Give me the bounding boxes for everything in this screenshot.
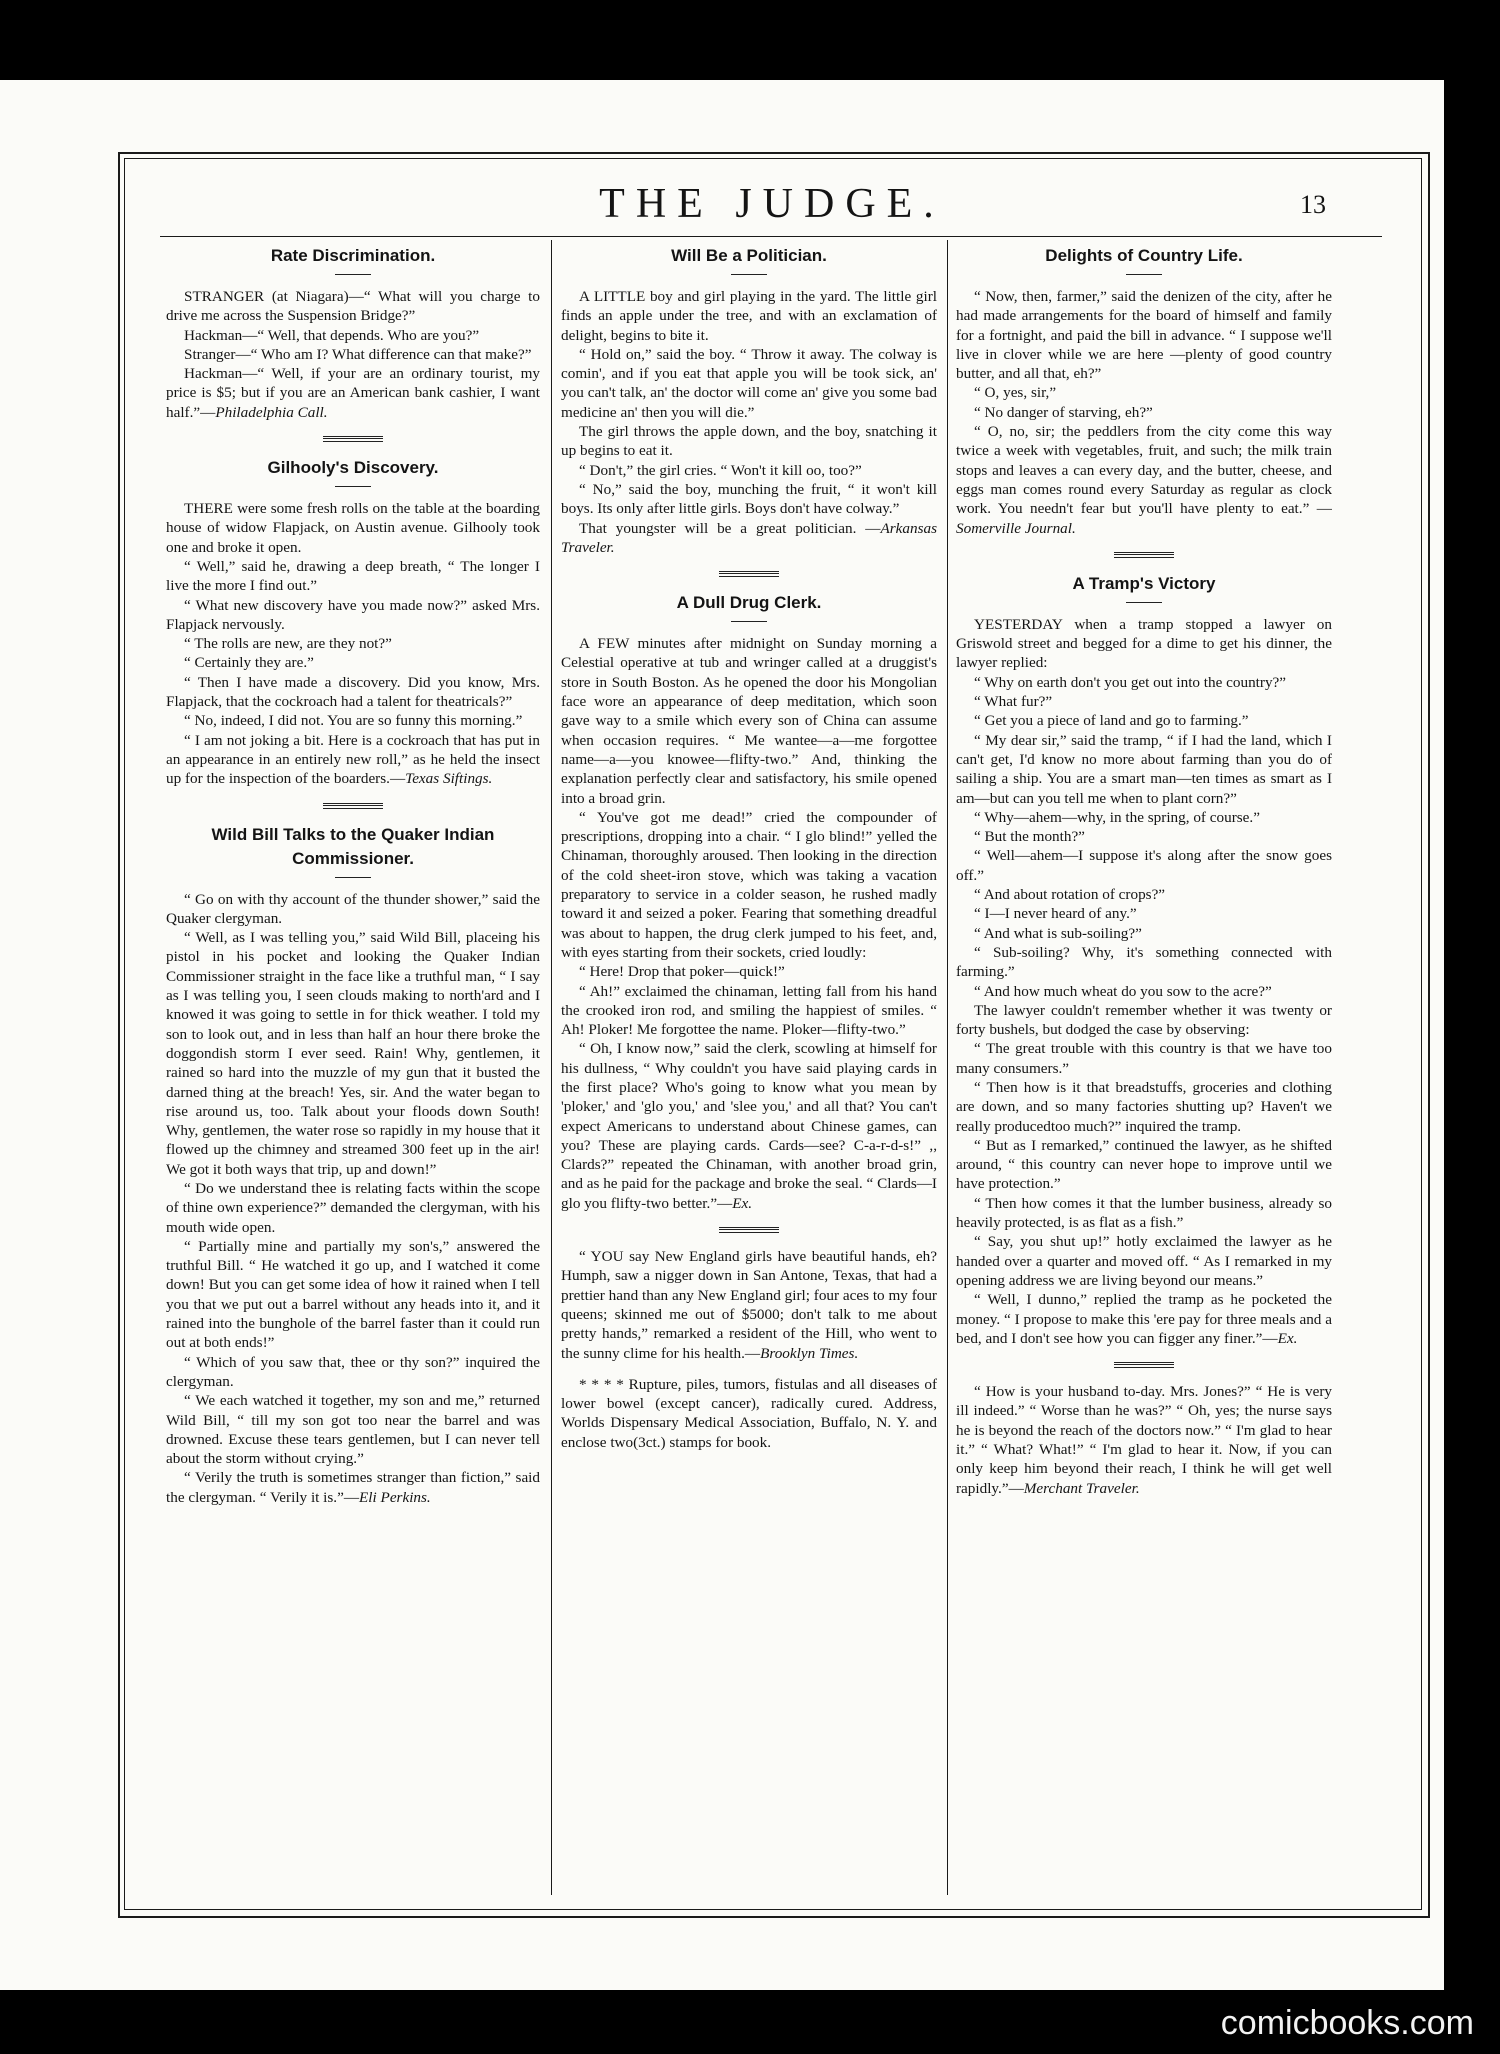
paragraph: A FEW minutes after midnight on Sunday morning a Celestial operative at tub and wringer called at a druggist's store in South Boston. As he opened the door his Mongolian face wore an appearance of deep meditation, which soon gave way to a smile which every son of China can assume when occasion requires. “ Me wantee—a—me forgottee name—a—you knowee—flifty-two.” And, thinking the explanation perfectly clear and satisfactory, his smile opened into a broad grin. (561, 635, 937, 807)
paragraph: “ No danger of starving, eh?” (974, 403, 1153, 421)
title-rule (335, 486, 371, 487)
paragraph: “ And about rotation of crops?” (974, 886, 1166, 904)
paragraph: Hackman—“ Well, that depends. Who are you?” (184, 326, 480, 344)
column-divider (551, 240, 552, 1895)
column-divider (947, 240, 948, 1895)
column-1 (166, 244, 540, 1894)
paragraph: “ YOU say New England girls have beautiful hands, eh? Humph, saw a nigger down in San Antone, Texas, that had a prettier hand than any New England girl; four aces to my four queens; skinned me out of $5000; don't talk to me about pretty hands,” remarked a resident of the Hill, who went to the sunny clime for his health.—Brooklyn Times. (561, 1248, 937, 1362)
article-credit: Philadelphia Call. (215, 403, 328, 421)
title-rule (731, 274, 767, 275)
paragraph: “ No,” said the boy, munching the fruit, “ it won't kill boys. Its only after little girls. Boys don't have colway.” (561, 480, 937, 518)
article-credit: Brooklyn Times. (760, 1344, 859, 1362)
article-separator (1114, 552, 1174, 558)
article-credit: Eli Perkins. (359, 1488, 431, 1506)
paragraph: “ I am not joking a bit. Here is a cockroach that has put in an appearance in an entirely new roll,” as he held the insect up for the inspection of the boarders.—Texas Siftings. (166, 731, 540, 788)
paragraph: YESTERDAY when a tramp stopped a lawyer on Griswold street and begged for a dime to get his dinner, the lawyer replied: (956, 615, 1332, 672)
paragraph: “ Then how is it that breadstuffs, groceries and clothing are down, and so many factories shutting up? Haven't we really producedtoo much?” inquired the tramp. (956, 1078, 1332, 1135)
watermark: comicbooks.com (1220, 2004, 1474, 2042)
article-title: Wild Bill Talks to the Quaker Indian Commissioner. (211, 824, 495, 868)
paragraph: “ Go on with thy account of the thunder shower,” said the Quaker clergyman. (166, 890, 540, 927)
title-rule (1126, 274, 1162, 275)
article-credit: Arkansas Traveler. (561, 519, 937, 556)
article (956, 572, 1332, 1348)
paragraph: “ O, yes, sir,” (974, 384, 1057, 402)
paragraph: A LITTLE boy and girl playing in the yard. The little girl finds an apple under the tree, and with an exclamation of delight, begins to bite it. (561, 288, 937, 344)
paragraph: “ Certainly they are.” (184, 654, 314, 672)
article-credit: Somerville Journal. (956, 519, 1076, 537)
paragraph: “ Don't,” the girl cries. “ Won't it kill oo, too?” (579, 461, 862, 479)
paragraph: “ Which of you saw that, thee or thy son?” inquired the clergyman. (166, 1353, 540, 1390)
advertisement: * * * * Rupture, piles, tumors, fistulas and all diseases of lower bowel (except cancer), radically cured. Address, Worlds Dispensary Medical Association, Buffalo, N. Y. and enclose two(3ct.) stamps for book. (561, 1375, 937, 1451)
paragraph: “ Hold on,” said the boy. “ Throw it away. The colway is comin', and if you eat that apple you will be took sick, an' you can't talk, an' the doctor will come an' give you some bad medicine an' then you will die.” (561, 345, 937, 421)
paragraph: “ Why—ahem—why, in the spring, of course.” (974, 808, 1260, 826)
article-title: A Tramp's Victory (1072, 573, 1216, 593)
article-separator (719, 1227, 779, 1233)
article-title: Delights of Country Life. (1045, 246, 1243, 265)
paragraph: “ You've got me dead!” cried the compounder of prescriptions, dropping into a chair. “ I glo blind!” yelled the Chinaman, thoroughly aroused. Then looking in the direction of the cold sheet-iron stove, which was taking a vacation preparatory to service in a colder season, he rushed madly toward it and seized a poker. Fearing that something dreadful was about to happen, the drug clerk jumped to his feet, and, with eyes starting from their sockets, cried loudly: (561, 808, 937, 961)
paragraph: “ Ah!” exclaimed the chinaman, letting fall from his hand the crooked iron rod, and smiling the happiest of smiles. “ Ah! Ploker! Me forgottee the name. Ploker—flifty-two.” (561, 982, 937, 1039)
paragraph: “ Now, then, farmer,” said the denizen of the city, after he had made arrangements for the board of himself and family for a fortnight, and paid the bill in advance. “ I suppose we'll live in clover while we are here —plenty of good country butter, and all that, eh?” (956, 288, 1332, 383)
paragraph: “ Then how comes it that the lumber business, already so heavily protected, is as flat as a fish.” (956, 1194, 1332, 1232)
paragraph: “ The great trouble with this country is that we have too many consumers.” (956, 1040, 1332, 1077)
paragraph: “ And how much wheat do you sow to the acre?” (974, 982, 1272, 1000)
article (561, 1247, 937, 1452)
paragraph: “ The rolls are new, are they not?” (184, 635, 392, 653)
article (956, 244, 1332, 538)
paragraph: “ Say, you shut up!” hotly exclaimed the lawyer as he handed over a quarter and moved off. “ As I remarked in my opening address we are living beyond our means.” (956, 1233, 1332, 1289)
paragraph: “ Why on earth don't you get out into the country?” (974, 673, 1287, 691)
paragraph: “ I—I never heard of any.” (974, 905, 1137, 923)
title-rule (335, 877, 371, 878)
masthead-rule (160, 236, 1382, 237)
paragraph: The lawyer couldn't remember whether it was twenty or forty bushels, but dodged the case by observing: (956, 1001, 1332, 1039)
paragraph: Hackman—“ Well, if your are an ordinary tourist, my price is $5; but if you are an American bank cashier, I want half.”—Philadelphia Call. (166, 365, 540, 421)
page-number: 13 (1300, 190, 1326, 219)
paragraph: “ Verily the truth is sometimes stranger than fiction,” said the clergyman. “ Verily it is.”—Eli Perkins. (166, 1469, 540, 1506)
masthead-title: THE JUDGE. (599, 181, 945, 227)
title-rule (1126, 602, 1162, 603)
article (561, 244, 937, 557)
paragraph: THERE were some fresh rolls on the table at the boarding house of widow Flapjack, on Austin avenue. Gilhooly took one and broke it open. (166, 500, 540, 556)
paragraph: “ But as I remarked,” continued the lawyer, as he shifted around, “ this country can never hope to improve until we have protection.” (956, 1136, 1332, 1193)
column-2 (561, 244, 937, 1894)
article-title: Will Be a Politician. (671, 246, 827, 265)
paragraph: “ Then I have made a discovery. Did you know, Mrs. Flapjack, that the cockroach had a talent for theatricals?” (166, 673, 540, 711)
paragraph: “ Well,” said he, drawing a deep breath, “ The longer I live the more I find out.” (166, 557, 540, 595)
column-3 (956, 244, 1332, 1894)
paragraph: “ But the month?” (974, 828, 1085, 846)
paragraph: “ Sub-soiling? Why, it's something connected with farming.” (956, 943, 1332, 981)
paragraph: “ Do we understand thee is relating facts within the scope of thine own experience?” demanded the clergyman, with his mouth wide open. (166, 1179, 540, 1236)
article-title: Rate Discrimination. (270, 246, 436, 265)
article (166, 456, 540, 788)
title-rule (731, 621, 767, 622)
paragraph: “ How is your husband to-day. Mrs. Jones?” “ He is very ill indeed.” “ Worse than he was?” “ Oh, yes; the nurse says he is beyond the reach of the doctors now.” “ I'm glad to hear it.” “ What? What!” “ I'm glad to hear it. Now, if you can only keep him beyond their reach, I think he will get well rapidly.”—Merchant Traveler. (956, 1383, 1332, 1497)
article (166, 244, 540, 422)
paragraph: Stranger—“ Who am I? What difference can that make?” (184, 345, 532, 363)
paragraph: “ My dear sir,” said the tramp, “ if I had the land, which I can't get, I'd know no more about farming than you do of sailing a ship. You are a smart man—ten times as smart as I am—but can you tell me when to plant corn?” (956, 731, 1332, 807)
paragraph: “ Get you a piece of land and go to farming.” (974, 712, 1249, 730)
paragraph: “ Well—ahem—I suppose it's along after the snow goes off.” (956, 847, 1332, 884)
paragraph: “ Partially mine and partially my son's,” answered the truthful Bill. “ He watched it go up, and I watched it come down! But you can get some idea of how it rained when I tell you that we put out a barrel without any heads into it, and it rained into the bunghole of the barrel faster than it could run out at both ends!” (166, 1237, 540, 1352)
article-title: Gilhooly's Discovery. (267, 458, 439, 478)
paragraph: “ Well, as I was telling you,” said Wild Bill, placeing his pistol in his pocket and looking the Quaker Indian Commissioner straight in the face like a truthful man, “ I say as I was telling you, I seen clouds making to north'ard and I knowed it was going to settle in for thick weather. I told my son to look out, and in less than half an hour there broke the doggondish storm I ever seed. Rain! Why, gentlemen, it rained so hard into the muzzle of my gun that it busted the darned thing at the breach! Yes, sir. And the water began to rise around us, too. Talk about your floods down South! Why, gentlemen, the water rose so rapidly in my house that it flowed up the chimney and streamed 300 feet up in the air! We got it both ways that trip, up and down!” (166, 929, 540, 1178)
paragraph: “ We each watched it together, my son and me,” returned Wild Bill, “ till my son got too near the barrel and was drowned. Excuse these tears gentlemen, but I can never tell about the storm without crying.” (166, 1392, 540, 1468)
paragraph: “ What new discovery have you made now?” asked Mrs. Flapjack nervously. (166, 596, 540, 633)
article-credit: Ex. (1277, 1329, 1298, 1347)
article-separator (719, 571, 779, 577)
article-credit: Merchant Traveler. (1023, 1479, 1140, 1497)
paragraph: “ Well, I dunno,” replied the tramp as he pocketed the money. “ I propose to make this 'ere pay for three meals and a bed, and I don't see how you can figger any finer.”—Ex. (956, 1291, 1332, 1347)
paragraph: STRANGER (at Niagara)—“ What will you charge to drive me across the Suspension Bridge?” (166, 288, 540, 325)
paragraph: “ And what is sub-soiling?” (974, 924, 1142, 942)
article (956, 1382, 1332, 1498)
paragraph: “ Oh, I know now,” said the clerk, scowling at himself for his dullness, “ Why couldn't you have said playing cards in the first place? Who's going to know what you mean by 'ploker,' and 'glo you,' and 'slee you,' and all that? You can't expect Americans to understand about Chinese games, can you? These are playing cards. Cards—see? C-a-r-d-s!” ,, Clards?” repeated the Chinaman, with another broad grin, and as he paid for the package and broke the seal. “ Clards—I glo you flifty-two better.”—Ex. (561, 1040, 937, 1212)
article-separator (1114, 1362, 1174, 1368)
paragraph: That youngster will be a great politician. —Arkansas Traveler. (561, 519, 937, 556)
article (166, 823, 540, 1508)
article-separator (323, 436, 383, 442)
paragraph: “ O, no, sir; the peddlers from the city come this way twice a week with vegetables, fruit, and such; the milk train stops and leaves a can every day, and the butter, cheese, and eggs man comes round every Saturday as regular as clock work. You needn't fear but you'll have plenty to eat.” —Somerville Journal. (956, 423, 1332, 537)
paragraph: “ What fur?” (974, 693, 1053, 711)
title-rule (335, 274, 371, 275)
paragraph: “ Here! Drop that poker—quick!” (579, 963, 785, 981)
article-separator (323, 803, 383, 809)
paragraph: The girl throws the apple down, and the boy, snatching it up begins to eat it. (561, 423, 937, 460)
article-title: A Dull Drug Clerk. (676, 593, 822, 613)
article-credit: Ex. (732, 1194, 753, 1212)
article-credit: Texas Siftings. (405, 770, 493, 788)
article (561, 591, 937, 1213)
paragraph: “ No, indeed, I did not. You are so funny this morning.” (184, 712, 523, 730)
